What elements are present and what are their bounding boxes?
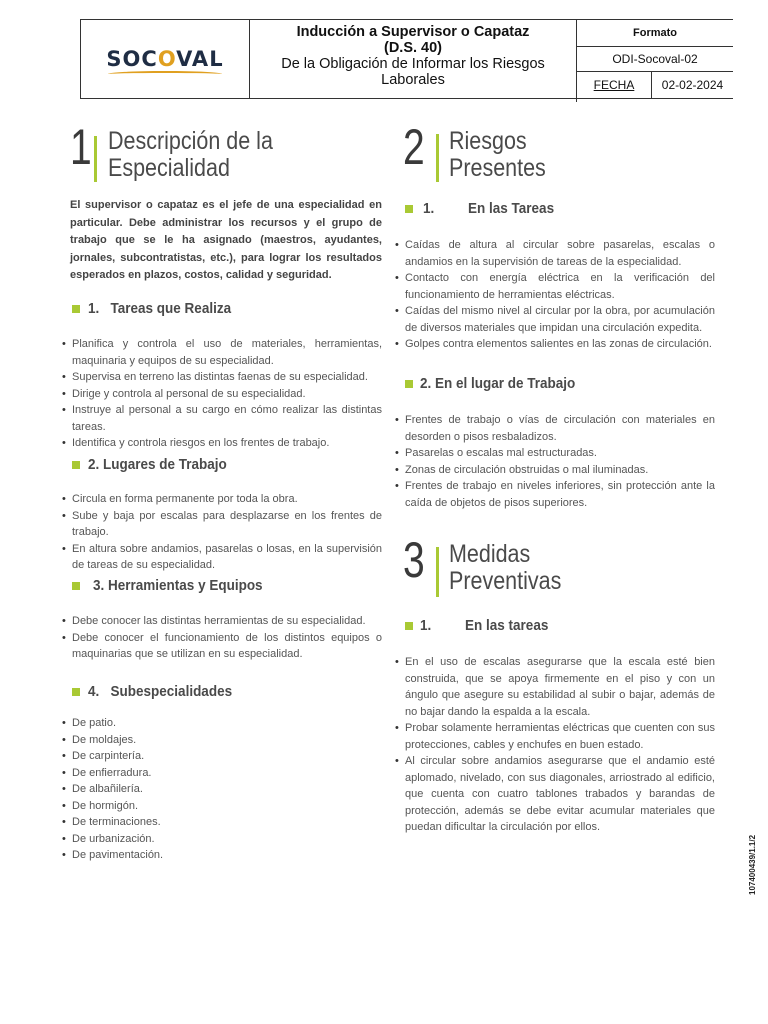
section-number: 3 [403,532,425,588]
section-number: 1 [70,119,92,175]
list-item: • De carpintería. [62,748,382,765]
list-item: • De enfierradura. [62,765,382,782]
list-item: • De pavimentación. [62,847,382,864]
bullet-square [405,205,413,213]
list-item: • De patio. [62,715,382,732]
subheading-en-el-lugar: 2. En el lugar de Trabajo [420,375,576,392]
title-line-2: (D.S. 40) [383,40,442,56]
document-header [80,19,733,99]
socoval-logo: SOCOVAL [106,47,223,71]
logo-cell [81,20,250,98]
title-line-3: De la Obligación de Informar los Riesgos Laborales [281,56,545,88]
formato-label: Formato [577,20,733,47]
list-item: • Golpes contra elementos salientes en las zonas de circulación. [395,336,715,353]
section-3-heading [403,532,723,605]
list-item: • Debe conocer las distintas herramientas de su especialidad. [62,613,382,630]
list-item: • De albañilería. [62,781,382,798]
bullet-square [72,582,80,590]
list-item: • Planifica y controla el uso de materiales, herramientas, maquinaria y equipos de su especialidad. [62,336,382,369]
bullet-square [72,688,80,696]
subheading-subespecialidades: 4. Subespecialidades [88,683,233,700]
list-item: • Debe conocer el funcionamiento de los distintos equipos o maquinarias que se utilizan en su especialidad. [62,630,382,663]
list-item: • Circula en forma permanente por toda la obra. [62,491,382,508]
subheading-medidas-tareas: 1. En las tareas [420,617,549,634]
section-title-line-1: Descripción de la [108,127,273,155]
format-info [577,20,733,98]
fecha-label: FECHA [577,72,652,98]
section-title-line-1: Medidas [449,540,531,568]
bullet-square [72,461,80,469]
list-item: • Sube y baja por escalas para desplazarse en los frentes de trabajo. [62,508,382,541]
fecha-value: 02-02-2024 [661,78,724,92]
section-1-intro: El supervisor o capataz es el jefe de una especialidad en particular. Debe administrar los recursos y el grupo de trabajo que se le ha asignado (maestros, ayudantes, jornales, subcontratistas, etc.), para lograr los resultados esperados en plazos, costos, calidad y seguridad. [70,199,382,281]
list-item: • Al circular sobre andamios asegurarse que el andamio esté aplomado, nivelado, con sus diagonales, arriostrado al edificio, que cuenta con cuatro tablones trabados y barandas de protección, además se debe evitar acumular materiales que puedan dificultar la circulación por ellos. [395,753,715,836]
subheading-tareas: 1. Tareas que Realiza [88,300,232,317]
subespecialidades-list [62,715,382,864]
medidas-list [395,654,715,836]
section-title-line-2: Preventivas [449,567,562,595]
list-item: • Pasarelas o escalas mal estructuradas. [395,445,715,462]
list-item: • Identifica y controla riesgos en los frentes de trabajo. [62,435,382,452]
lugares-list [62,491,382,574]
side-document-code: 107400439/1.1/2 [748,834,757,895]
list-item: • De moldajes. [62,732,382,749]
list-item: • De terminaciones. [62,814,382,831]
list-item: • De urbanización. [62,831,382,848]
list-item: • Caídas de altura al circular sobre pasarelas, escalas o andamios en la supervisión de tareas de la especialidad. [395,237,715,270]
list-item: • En el uso de escalas asegurarse que la escala esté bien construida, que se apoya firmemente en el piso y con un ángulo que asegure su estabilidad al subir o bajar, además de no bajar dando la espalda a la escala. [395,654,715,720]
accent-bar [436,547,439,597]
tareas-list [62,336,382,452]
logo-swoosh [108,71,221,77]
bullet-square [405,380,413,388]
accent-bar [436,134,439,182]
list-item: • Probar solamente herramientas eléctricas que cuenten con sus protecciones, cables y enchufes en buen estado. [395,720,715,753]
bullet-square [405,622,413,630]
list-item: • Instruye al personal a su cargo en cómo realizar las distintas tareas. [62,402,382,435]
list-item: • Frentes de trabajo en niveles inferiores, sin protección ante la caída de objetos de pisos superiores. [395,478,715,511]
list-item: • Contacto con energía eléctrica en la verificación del funcionamiento de herramientas eléctricas. [395,270,715,303]
title-line-1: Inducción a Supervisor o Capataz [296,24,530,40]
document-title [250,20,577,102]
list-item: • Dirige y controla al personal de su especialidad. [62,386,382,403]
subheading-lugares: 2. Lugares de Trabajo [88,456,227,473]
subheading-en-las-tareas: 1. En las Tareas [423,200,555,217]
herramientas-list [62,613,382,663]
formato-code: ODI-Socoval-02 [577,47,733,72]
list-item: • Zonas de circulación obstruidas o mal iluminadas. [395,462,715,479]
section-title-line-2: Presentes [449,154,546,182]
section-2-heading [403,119,723,192]
list-item: • Supervisa en terreno las distintas faenas de su especialidad. [62,369,382,386]
section-title-line-2: Especialidad [108,154,230,182]
list-item: • De hormigón. [62,798,382,815]
list-item: • Frentes de trabajo o vías de circulación con materiales en desorden o pisos resbaladizos. [395,412,715,445]
section-title-line-1: Riesgos [449,127,527,155]
bullet-square [72,305,80,313]
accent-bar [94,136,97,182]
list-item: • En altura sobre andamios, pasarelas o losas, en la supervisión de tareas de su especialidad. [62,541,382,574]
section-number: 2 [403,119,425,175]
section-1-heading [70,119,380,192]
list-item: • Caídas del mismo nivel al circular por la obra, por acumulación de diversos materiales que impidan una circulación expedita. [395,303,715,336]
riesgos-lugar-list [395,412,715,511]
subheading-herramientas: 3. Herramientas y Equipos [93,577,263,594]
riesgos-tareas-list [395,237,715,353]
